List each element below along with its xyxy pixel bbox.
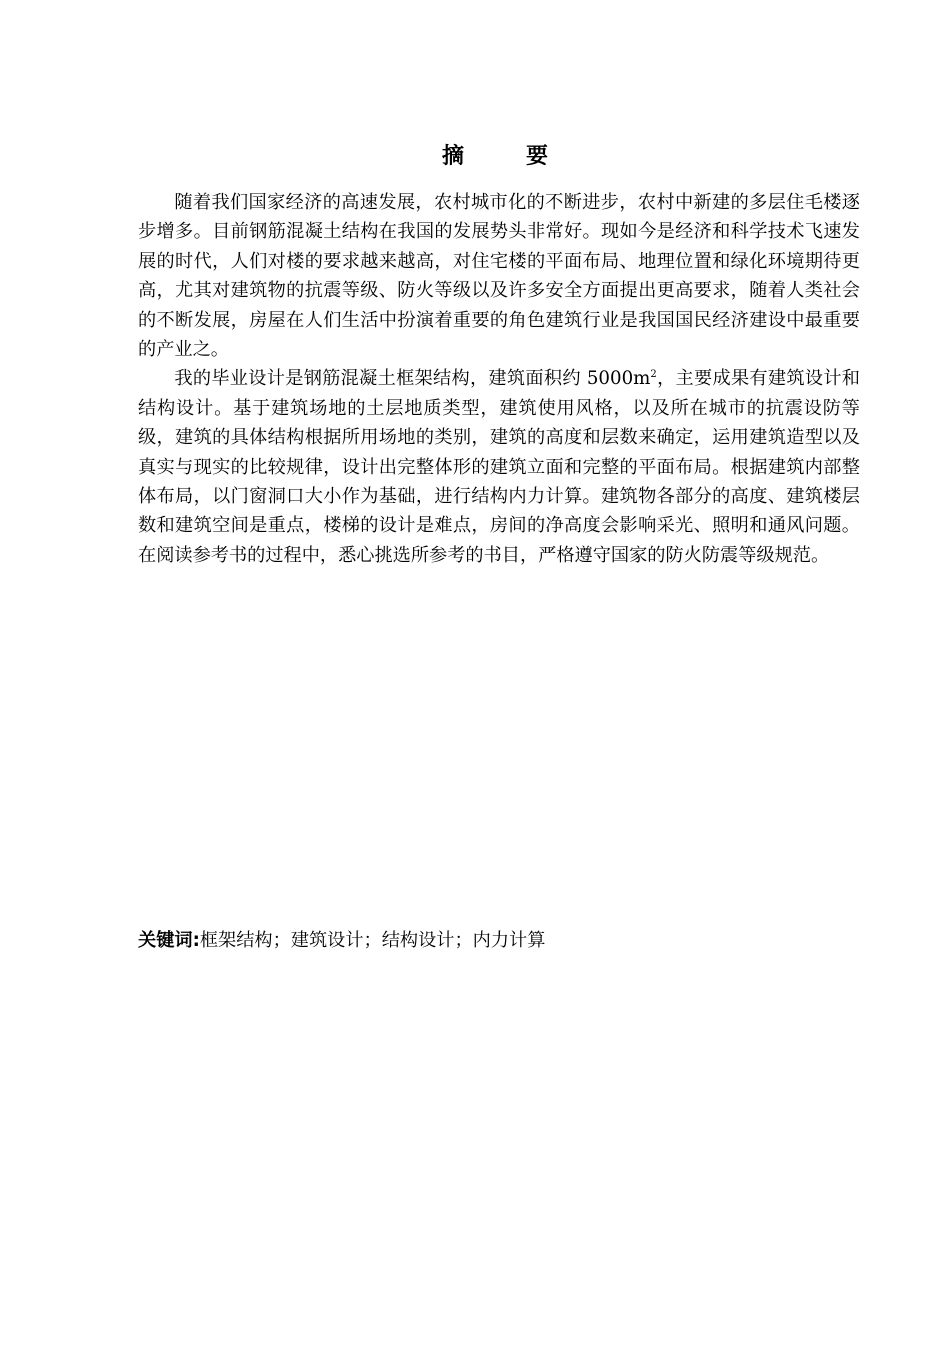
title-char-2: 要 xyxy=(526,144,549,169)
abstract-title xyxy=(0,139,950,170)
title-char-1: 摘 xyxy=(441,144,464,169)
area-unit-superscript: 2 xyxy=(650,369,657,381)
paragraph-2-part-1: 我的毕业设计是钢筋混凝土框架结构，建筑面积约 5000m xyxy=(174,368,651,390)
keywords-label: 关键词: xyxy=(138,930,200,951)
keywords-line xyxy=(138,926,860,955)
abstract-body xyxy=(138,188,860,570)
paragraph-2-part-2: ，主要成果有建筑设计和结构设计。基于建筑场地的土层地质类型，建筑使用风格，以及所在城市的抗震设防等级，建筑的具体结构根据所用场地的类别，建筑的高度和层数来确定，运用建筑造型以及真实与现实的比较规律，设计出完整体形的建筑立面和完整的平面布局。根据建筑内部整体布局，以门窗洞口大小作为基础，进行结构内力计算。建筑物各部分的高度、建筑楼层数和建筑空间是重点，楼梯的设计是难点，房间的净高度会影响采光、照明和通风问题。在阅读参考书的过程中，悉心挑选所参考的书目，严格遵守国家的防火防震等级规范。 xyxy=(138,368,860,566)
keywords-text: 框架结构；建筑设计；结构设计；内力计算 xyxy=(199,930,546,951)
abstract-paragraph-2 xyxy=(138,364,860,570)
abstract-paragraph-1: 随着我们国家经济的高速发展，农村城市化的不断进步，农村中新建的多层住毛楼逐步增多。目前钢筋混凝土结构在我国的发展势头非常好。现如今是经济和科学技术飞速发展的时代，人们对楼的要求越来越高，对住宅楼的平面布局、地理位置和绿化环境期待更高，尤其对建筑物的抗震等级、防火等级以及许多安全方面提出更高要求，随着人类社会的不断发展，房屋在人们生活中扮演着重要的角色建筑行业是我国国民经济建设中最重要的产业之。 xyxy=(138,192,860,361)
